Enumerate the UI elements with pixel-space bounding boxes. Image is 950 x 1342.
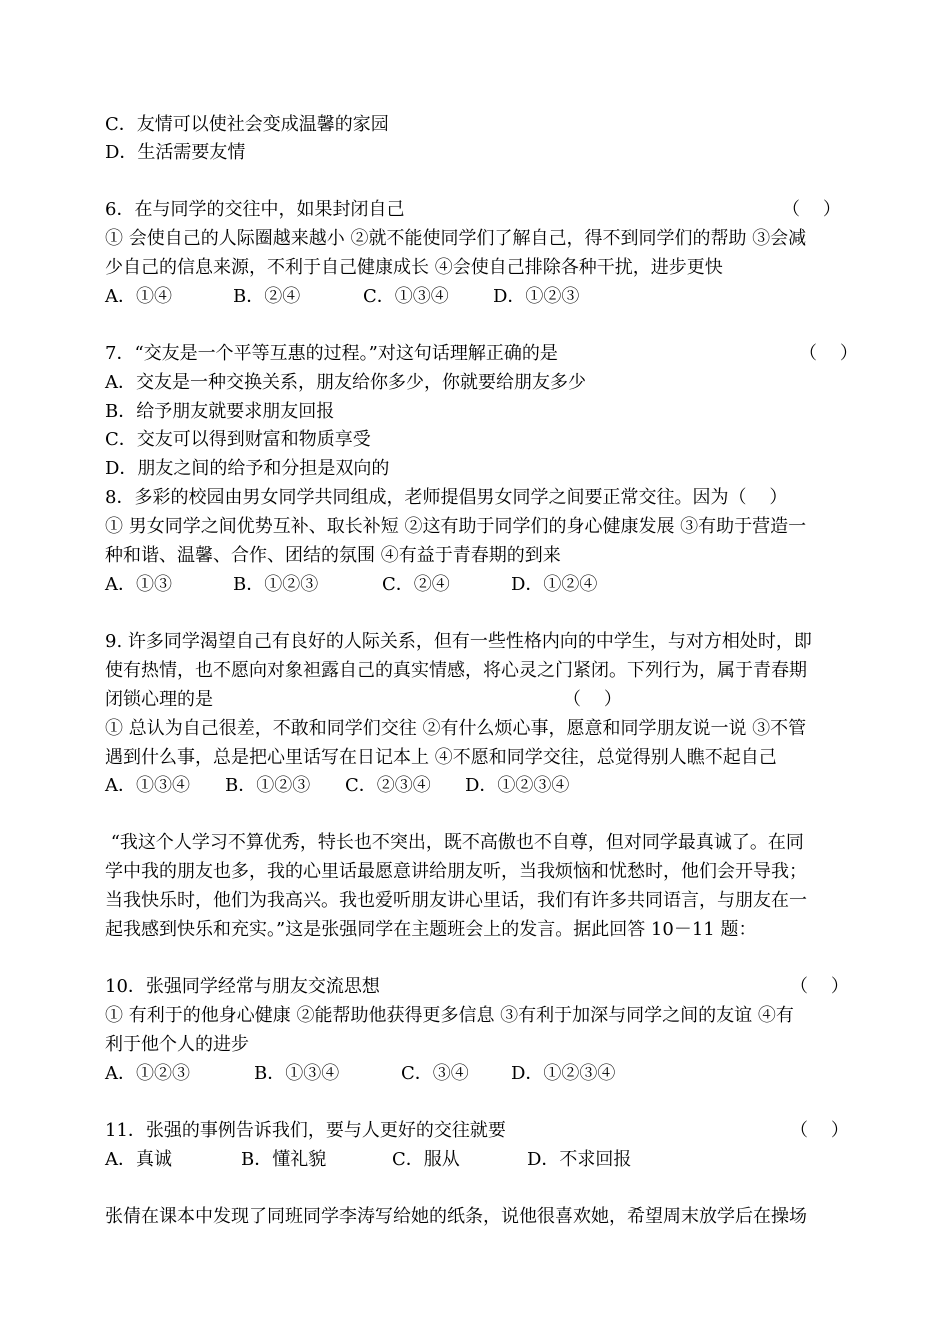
q10-statements-line1: ① 有利于的他身心健康 ②能帮助他获得更多信息 ③有利于加深与同学之间的友谊 ④有	[105, 1005, 794, 1026]
q9-statements-line1: ① 总认为自己很差，不敢和同学们交往 ②有什么烦心事，愿意和同学朋友说一说 ③不管	[105, 718, 807, 739]
q6-option-c: C．①③④	[363, 286, 449, 307]
passage-line3: 当我快乐时，他们为我高兴。我也爱听朋友讲心里话，我们有许多共同语言，与朋友在一	[105, 890, 807, 911]
q8-statements-line2: 种和谐、温馨、合作、团结的氛围 ④有益于青春期的到来	[105, 545, 561, 566]
q8-option-c: C．②④	[382, 574, 450, 595]
q7-option-b: B．给予朋友就要求朋友回报	[105, 401, 335, 422]
q6-option-d: D．①②③	[493, 286, 580, 307]
q5-option-c: C．友情可以使社会变成温馨的家园	[105, 114, 389, 135]
q7-answer-blank[interactable]: （ ）	[799, 343, 858, 364]
passage-line1: “我这个人学习不算优秀，特长也不突出，既不高傲也不自尊，但对同学最真诚了。在同	[105, 832, 804, 853]
q10-option-d: D．①②③④	[511, 1063, 616, 1084]
q10-option-b: B．①③④	[254, 1063, 340, 1084]
q10-answer-blank[interactable]: （ ）	[790, 976, 849, 997]
q10-option-a: A．①②③	[105, 1063, 190, 1084]
passage-line2: 学中我的朋友也多，我的心里话最愿意讲给朋友听，当我烦恼和忧愁时，他们会开导我；	[105, 861, 807, 882]
q9-option-a: A．①③④	[105, 775, 190, 796]
q6-statements-line1: ① 会使自己的人际圈越来越小 ②就不能使同学们了解自己，得不到同学们的帮助 ③会减	[105, 228, 807, 249]
q9-stem-line1: 9. 许多同学渴望自己有良好的人际关系，但有一些性格内向的中学生，与对方相处时，即	[105, 631, 812, 652]
q7-option-c: C．交友可以得到财富和物质享受	[105, 429, 371, 450]
q6-option-b: B．②④	[233, 286, 301, 307]
q5-option-d: D．生活需要友情	[105, 142, 246, 163]
q10-stem: 10．张强同学经常与朋友交流思想	[105, 976, 380, 997]
q7-option-d: D．朋友之间的给予和分担是双向的	[105, 458, 390, 479]
q9-option-c: C．②③④	[345, 775, 431, 796]
q8-option-a: A．①③	[105, 574, 172, 595]
q9-stem-line3: 闭锁心理的是	[105, 689, 213, 710]
q10-statements-line2: 利于他个人的进步	[105, 1034, 249, 1055]
q11-stem: 11．张强的事例告诉我们，要与人更好的交往就要	[105, 1120, 506, 1141]
q8-statements-line1: ① 男女同学之间优势互补、取长补短 ②这有助于同学们的身心健康发展 ③有助于营造一	[105, 516, 807, 537]
q8-option-d: D．①②④	[511, 574, 598, 595]
q9-answer-blank[interactable]: （ ）	[563, 689, 622, 710]
q10-option-c: C．③④	[401, 1063, 469, 1084]
q11-option-a: A．真诚	[105, 1149, 172, 1170]
passage-line4: 起我感到快乐和充实。”这是张强同学在主题班会上的发言。据此回答 10－11 题：	[105, 919, 757, 940]
q9-stem-line2: 使有热情，也不愿向对象袒露自己的真实情感，将心灵之门紧闭。下列行为，属于青春期	[105, 660, 807, 681]
q6-statements-line2: 少自己的信息来源，不利于自己健康成长 ④会使自己排除各种干扰，进步更快	[105, 257, 723, 278]
q11-option-c: C．服从	[392, 1149, 460, 1170]
q6-answer-blank[interactable]: （ ）	[782, 199, 841, 220]
q8-stem: 8．多彩的校园由男女同学共同组成，老师提倡男女同学之间要正常交往。因为（ ）	[105, 487, 788, 508]
q11-answer-blank[interactable]: （ ）	[790, 1120, 849, 1141]
q8-option-b: B．①②③	[233, 574, 319, 595]
q9-option-d: D．①②③④	[465, 775, 570, 796]
q7-stem: 7．“交友是一个平等互惠的过程。”对这句话理解正确的是	[105, 343, 558, 364]
q9-statements-line2: 遇到什么事，总是把心里话写在日记本上 ④不愿和同学交往，总觉得别人瞧不起自己	[105, 747, 777, 768]
q9-option-b: B．①②③	[225, 775, 311, 796]
q6-stem: 6．在与同学的交往中，如果封闭自己	[105, 199, 405, 220]
q11-option-b: B．懂礼貌	[241, 1149, 327, 1170]
q7-option-a: A．交友是一种交换关系，朋友给你多少，你就要给朋友多少	[105, 372, 586, 393]
q12-stem-line1: 张倩在课本中发现了同班同学李涛写给她的纸条，说他很喜欢她，希望周末放学后在操场	[105, 1206, 807, 1227]
q6-option-a: A．①④	[105, 286, 172, 307]
q11-option-d: D．不求回报	[527, 1149, 632, 1170]
